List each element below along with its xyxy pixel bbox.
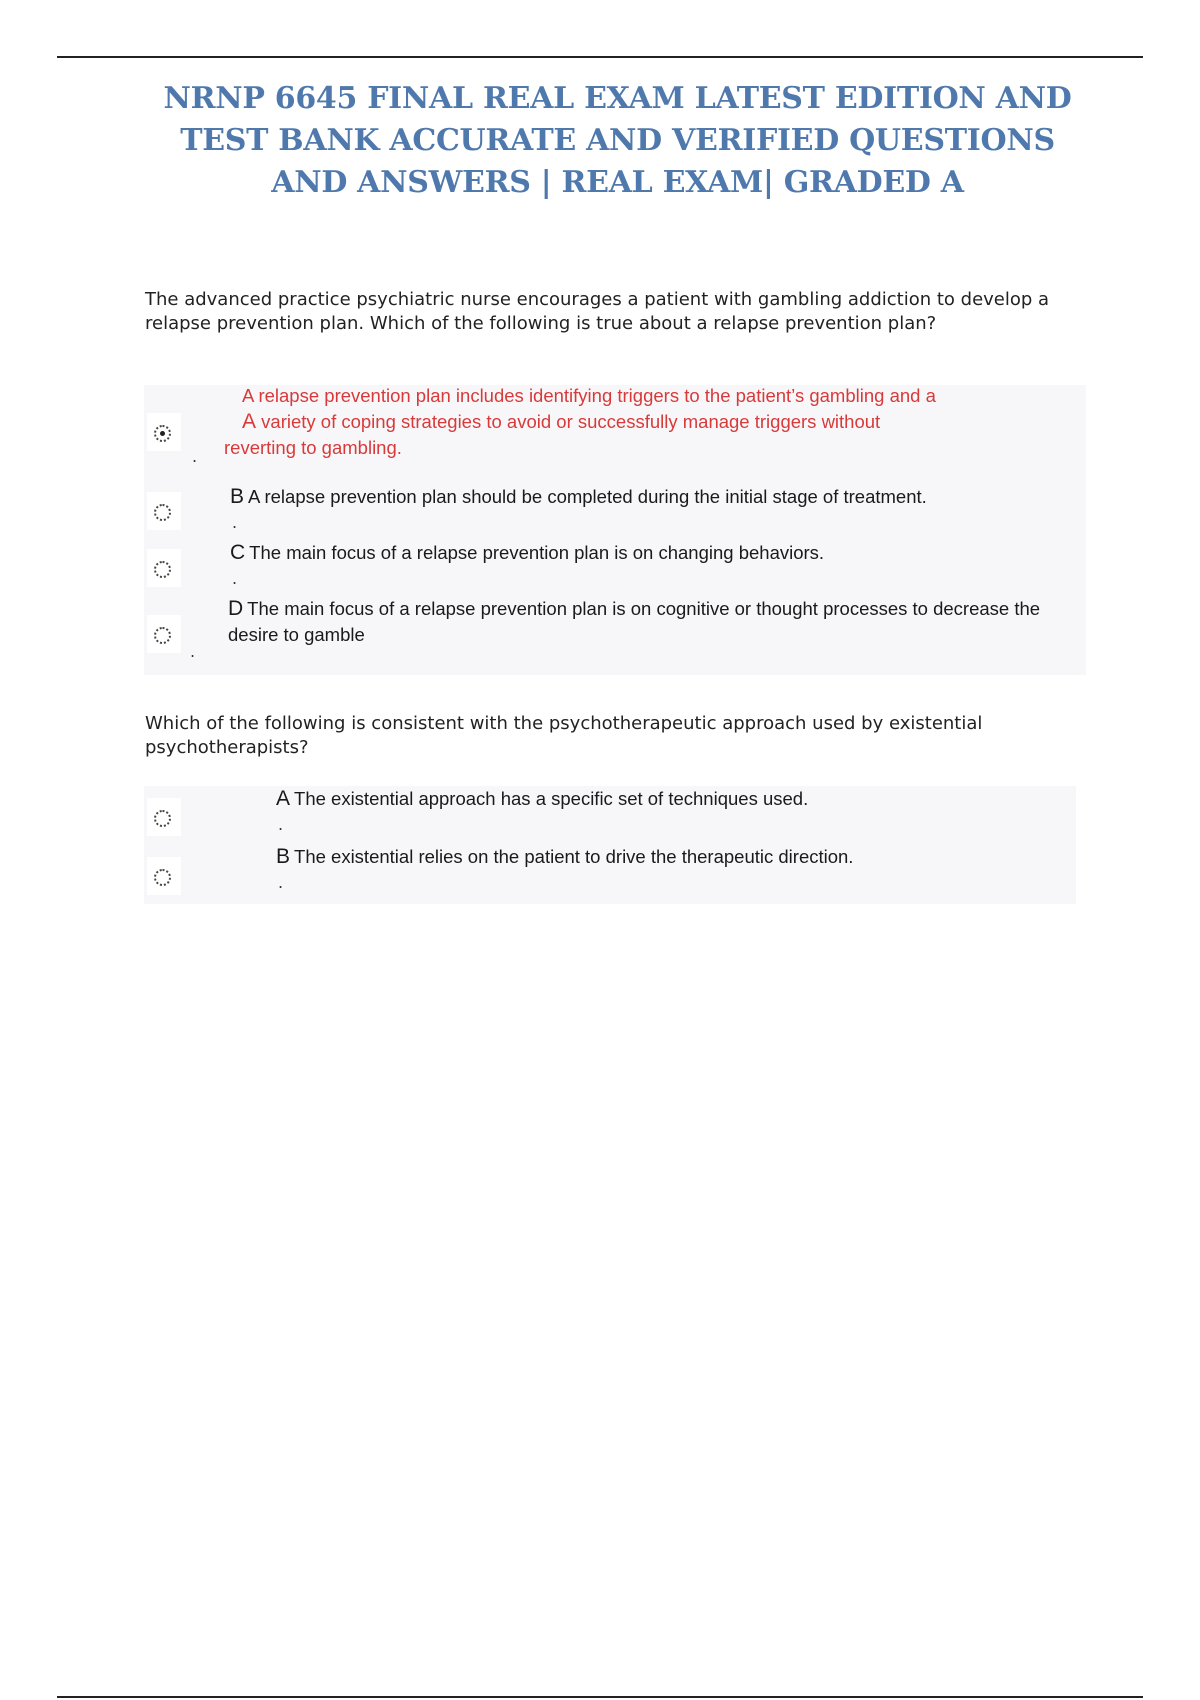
q2-option-a-radio[interactable] [147, 798, 181, 836]
q1-option-b-radio[interactable] [147, 492, 181, 530]
q1-option-a-line-2 [224, 409, 1024, 435]
q2-option-b-text [276, 844, 1056, 870]
q2-option-b-dot: . [278, 873, 284, 892]
q1-option-c-dot: . [232, 569, 238, 588]
q1-option-a-line-2-text: variety of coping strategies to avoid or successfully manage triggers without [261, 411, 881, 432]
q1-option-d-text [228, 596, 1048, 648]
q2-option-a-label: The existential approach has a specific set of techniques used. [294, 788, 809, 809]
q1-option-c-label: The main focus of a relapse prevention plan is on changing behaviors. [249, 542, 825, 563]
top-rule [57, 56, 1143, 58]
bottom-rule [57, 1696, 1143, 1698]
q1-option-b-label: A relapse prevention plan should be completed during the initial stage of treatment. [248, 486, 927, 507]
q1-option-b-text [230, 484, 1060, 510]
q1-option-a-dot: . [192, 447, 198, 466]
q1-option-a-radio[interactable] [147, 413, 181, 451]
q2-option-b-letter: B [276, 845, 291, 868]
q2-option-a-text [276, 786, 1056, 812]
question-1-text: The advanced practice psychiatric nurse encourages a patient with gambling addiction to develop a relapse prevention plan. Which of the following is true about a relapse prevention plan? [145, 289, 1050, 334]
q1-option-a-text [224, 383, 1024, 461]
q1-option-a-line-3: reverting to gambling. [224, 437, 402, 458]
q1-option-d-label: The main focus of a relapse prevention plan is on cognitive or thought processes to decrease the desire to gamble [228, 598, 1041, 645]
q1-option-b-dot: . [232, 513, 238, 532]
document-title: NRNP 6645 FINAL REAL EXAM LATEST EDITION AND TEST BANK ACCURATE AND VERIFIED QUESTIONS AND ANSWERS | REAL EXAM| GRADED A [163, 81, 1072, 200]
q1-option-c-letter: C [230, 541, 246, 564]
question-1-options [144, 385, 1086, 675]
q2-option-a-dot: . [278, 815, 284, 834]
q1-option-c-radio[interactable] [147, 549, 181, 587]
q2-option-b-label: The existential relies on the patient to drive the therapeutic direction. [294, 846, 854, 867]
q1-option-c-text [230, 540, 1060, 566]
q2-option-b-radio[interactable] [147, 857, 181, 895]
question-2-text: Which of the following is consistent with the psychotherapeutic approach used by existential psychotherapists? [145, 713, 983, 758]
q1-option-a-line-1: A relapse prevention plan includes identifying triggers to the patient’s gambling and a [242, 385, 936, 406]
q1-option-d-dot: . [190, 642, 196, 661]
q1-option-d-radio[interactable] [147, 615, 181, 653]
question-2-options [144, 786, 1076, 904]
q2-option-a-letter: A [276, 787, 291, 810]
q1-option-b-letter: B [230, 485, 245, 508]
q1-option-d-letter: D [228, 597, 244, 620]
q1-option-a-letter: A [242, 410, 257, 433]
